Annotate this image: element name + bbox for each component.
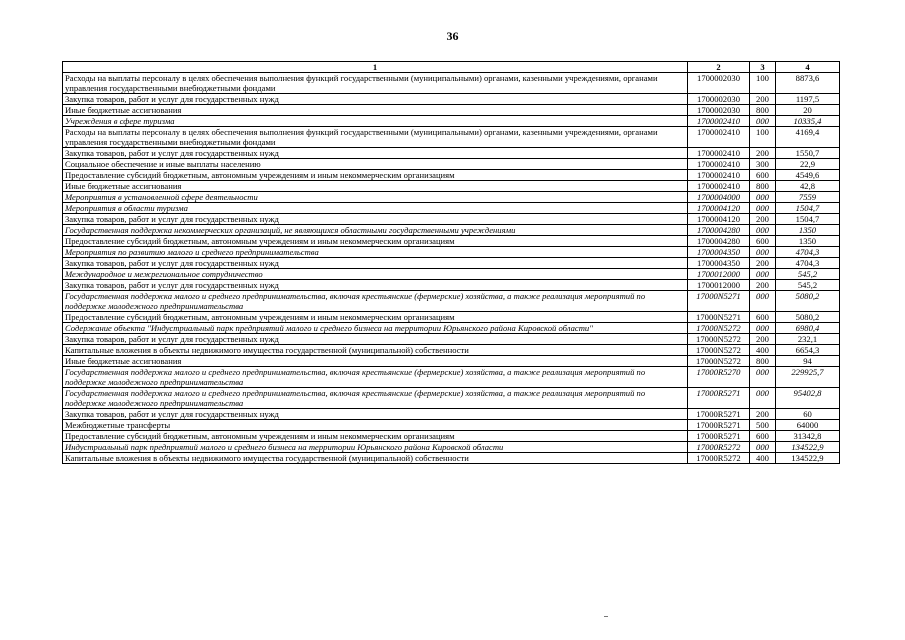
budget-table-body xyxy=(63,62,840,464)
table-row xyxy=(63,73,840,94)
item-name-cell: Мероприятия в установленной сфере деятельности xyxy=(63,192,688,203)
table-row xyxy=(63,409,840,420)
column-number-2: 2 xyxy=(688,62,750,73)
table-row xyxy=(63,170,840,181)
item-name-cell: Содержание объекта "Индустриальный парк предприятий малого и среднего бизнеса на территории Юрьянского района Кировской области" xyxy=(63,323,688,334)
item-name-cell: Закупка товаров, работ и услуг для государственных нужд xyxy=(63,94,688,105)
item-name-cell: Межбюджетные трансферты xyxy=(63,420,688,431)
target-code-cell: 17000N5271 xyxy=(688,291,750,312)
item-name-cell: Мероприятия в области туризма xyxy=(63,203,688,214)
expense-type-cell: 000 xyxy=(750,192,776,203)
target-code-cell: 1700004280 xyxy=(688,236,750,247)
table-row xyxy=(63,334,840,345)
expense-type-cell: 800 xyxy=(750,105,776,116)
item-name-cell: Государственная поддержка некоммерческих организаций, не являющихся областными государственными учреждениями xyxy=(63,225,688,236)
table-row xyxy=(63,105,840,116)
amount-cell: 232,1 xyxy=(776,334,840,345)
expense-type-cell: 200 xyxy=(750,94,776,105)
table-row xyxy=(63,312,840,323)
expense-type-cell: 000 xyxy=(750,442,776,453)
amount-cell: 1550,7 xyxy=(776,148,840,159)
expense-type-cell: 000 xyxy=(750,116,776,127)
amount-cell: 94 xyxy=(776,356,840,367)
item-name-cell: Закупка товаров, работ и услуг для государственных нужд xyxy=(63,280,688,291)
target-code-cell: 1700002410 xyxy=(688,127,750,148)
item-name-cell: Расходы на выплаты персоналу в целях обеспечения выполнения функций государственными (муниципальными) органами, казенными учреждениями, органами управления государственными внебюджетными фондами xyxy=(63,73,688,94)
expense-type-cell: 000 xyxy=(750,247,776,258)
amount-cell: 95402,8 xyxy=(776,388,840,409)
table-row xyxy=(63,203,840,214)
table-row xyxy=(63,148,840,159)
amount-cell: 20 xyxy=(776,105,840,116)
item-name-cell: Государственная поддержка малого и среднего предпринимательства, включая крестьянские (фермерские) хозяйства, а также реализация мероприятий по поддержке молодежного предпринимательства xyxy=(63,367,688,388)
expense-type-cell: 000 xyxy=(750,367,776,388)
expense-type-cell: 000 xyxy=(750,388,776,409)
target-code-cell: 1700004000 xyxy=(688,192,750,203)
target-code-cell: 17000N5272 xyxy=(688,356,750,367)
table-row xyxy=(63,181,840,192)
item-name-cell: Предоставление субсидий бюджетным, автономным учреждениям и иным некоммерческим организациям xyxy=(63,431,688,442)
target-code-cell: 17000N5272 xyxy=(688,323,750,334)
item-name-cell: Закупка товаров, работ и услуг для государственных нужд xyxy=(63,214,688,225)
item-name-cell: Предоставление субсидий бюджетным, автономным учреждениям и иным некоммерческим организациям xyxy=(63,312,688,323)
target-code-cell: 17000R5272 xyxy=(688,442,750,453)
item-name-cell: Индустриальный парк предприятий малого и среднего бизнеса на территории Юрьянского района Кировской области xyxy=(63,442,688,453)
target-code-cell: 17000R5272 xyxy=(688,453,750,464)
amount-cell: 64000 xyxy=(776,420,840,431)
item-name-cell: Международное и межрегиональное сотрудничество xyxy=(63,269,688,280)
table-row xyxy=(63,442,840,453)
expense-type-cell: 500 xyxy=(750,420,776,431)
amount-cell: 5080,2 xyxy=(776,312,840,323)
table-row xyxy=(63,116,840,127)
amount-cell: 5080,2 xyxy=(776,291,840,312)
scan-mark xyxy=(604,616,608,617)
column-number-3: 3 xyxy=(750,62,776,73)
expense-type-cell: 200 xyxy=(750,409,776,420)
table-row xyxy=(63,258,840,269)
expense-type-cell: 000 xyxy=(750,291,776,312)
target-code-cell: 17000R5271 xyxy=(688,388,750,409)
table-row xyxy=(63,269,840,280)
target-code-cell: 1700004120 xyxy=(688,203,750,214)
amount-cell: 4169,4 xyxy=(776,127,840,148)
target-code-cell: 1700002030 xyxy=(688,94,750,105)
amount-cell: 22,9 xyxy=(776,159,840,170)
amount-cell: 1350 xyxy=(776,225,840,236)
expense-type-cell: 100 xyxy=(750,73,776,94)
item-name-cell: Предоставление субсидий бюджетным, автономным учреждениям и иным некоммерческим организациям xyxy=(63,170,688,181)
expense-type-cell: 600 xyxy=(750,312,776,323)
table-row xyxy=(63,192,840,203)
target-code-cell: 17000N5271 xyxy=(688,312,750,323)
table-row xyxy=(63,431,840,442)
item-name-cell: Закупка товаров, работ и услуг для государственных нужд xyxy=(63,334,688,345)
item-name-cell: Иные бюджетные ассигнования xyxy=(63,356,688,367)
item-name-cell: Предоставление субсидий бюджетным, автономным учреждениям и иным некоммерческим организациям xyxy=(63,236,688,247)
expense-type-cell: 800 xyxy=(750,356,776,367)
expense-type-cell: 300 xyxy=(750,159,776,170)
amount-cell: 6980,4 xyxy=(776,323,840,334)
target-code-cell: 1700002410 xyxy=(688,116,750,127)
amount-cell: 1504,7 xyxy=(776,214,840,225)
target-code-cell: 1700002030 xyxy=(688,73,750,94)
expense-type-cell: 200 xyxy=(750,214,776,225)
expense-type-cell: 000 xyxy=(750,225,776,236)
page-number: 36 xyxy=(446,29,459,43)
amount-cell: 1350 xyxy=(776,236,840,247)
table-row xyxy=(63,453,840,464)
amount-cell: 8873,6 xyxy=(776,73,840,94)
target-code-cell: 1700012000 xyxy=(688,280,750,291)
amount-cell: 60 xyxy=(776,409,840,420)
table-row xyxy=(63,127,840,148)
table-row xyxy=(63,356,840,367)
amount-cell: 4704,3 xyxy=(776,258,840,269)
item-name-cell: Иные бюджетные ассигнования xyxy=(63,181,688,192)
item-name-cell: Капитальные вложения в объекты недвижимого имущества государственной (муниципальной) собственности xyxy=(63,453,688,464)
amount-cell: 134522,9 xyxy=(776,442,840,453)
expense-type-cell: 000 xyxy=(750,323,776,334)
item-name-cell: Государственная поддержка малого и среднего предпринимательства, включая крестьянские (фермерские) хозяйства, а также реализация мероприятий по поддержке молодежного предпринимательства xyxy=(63,388,688,409)
target-code-cell: 1700004350 xyxy=(688,258,750,269)
expense-type-cell: 000 xyxy=(750,269,776,280)
target-code-cell: 1700002030 xyxy=(688,105,750,116)
amount-cell: 10335,4 xyxy=(776,116,840,127)
column-number-4: 4 xyxy=(776,62,840,73)
column-number-row xyxy=(63,62,840,73)
expense-type-cell: 200 xyxy=(750,280,776,291)
expense-type-cell: 200 xyxy=(750,148,776,159)
amount-cell: 7559 xyxy=(776,192,840,203)
item-name-cell: Социальное обеспечение и иные выплаты населению xyxy=(63,159,688,170)
table-row xyxy=(63,367,840,388)
table-row xyxy=(63,388,840,409)
table-row xyxy=(63,420,840,431)
table-row xyxy=(63,159,840,170)
table-row xyxy=(63,94,840,105)
item-name-cell: Государственная поддержка малого и среднего предпринимательства, включая крестьянские (фермерские) хозяйства, а также реализация мероприятий по поддержке молодежного предпринимательства xyxy=(63,291,688,312)
target-code-cell: 1700002410 xyxy=(688,170,750,181)
item-name-cell: Закупка товаров, работ и услуг для государственных нужд xyxy=(63,258,688,269)
item-name-cell: Учреждения в сфере туризма xyxy=(63,116,688,127)
expense-type-cell: 400 xyxy=(750,345,776,356)
expense-type-cell: 200 xyxy=(750,258,776,269)
expense-type-cell: 200 xyxy=(750,334,776,345)
table-row xyxy=(63,247,840,258)
amount-cell: 31342,8 xyxy=(776,431,840,442)
target-code-cell: 17000R5271 xyxy=(688,409,750,420)
target-code-cell: 1700002410 xyxy=(688,159,750,170)
amount-cell: 4549,6 xyxy=(776,170,840,181)
target-code-cell: 1700004280 xyxy=(688,225,750,236)
amount-cell: 6654,3 xyxy=(776,345,840,356)
item-name-cell: Расходы на выплаты персоналу в целях обеспечения выполнения функций государственными (муниципальными) органами, казенными учреждениями, органами управления государственными внебюджетными фондами xyxy=(63,127,688,148)
item-name-cell: Капитальные вложения в объекты недвижимого имущества государственной (муниципальной) собственности xyxy=(63,345,688,356)
amount-cell: 545,2 xyxy=(776,280,840,291)
amount-cell: 545,2 xyxy=(776,269,840,280)
target-code-cell: 17000R5271 xyxy=(688,431,750,442)
amount-cell: 4704,3 xyxy=(776,247,840,258)
expense-type-cell: 600 xyxy=(750,236,776,247)
amount-cell: 134522,9 xyxy=(776,453,840,464)
target-code-cell: 17000N5272 xyxy=(688,345,750,356)
expense-type-cell: 800 xyxy=(750,181,776,192)
amount-cell: 229925,7 xyxy=(776,367,840,388)
target-code-cell: 1700002410 xyxy=(688,181,750,192)
table-row xyxy=(63,225,840,236)
expense-type-cell: 600 xyxy=(750,431,776,442)
item-name-cell: Закупка товаров, работ и услуг для государственных нужд xyxy=(63,409,688,420)
expense-type-cell: 600 xyxy=(750,170,776,181)
target-code-cell: 1700012000 xyxy=(688,269,750,280)
table-row xyxy=(63,291,840,312)
table-row xyxy=(63,323,840,334)
target-code-cell: 17000N5272 xyxy=(688,334,750,345)
table-row xyxy=(63,345,840,356)
target-code-cell: 17000R5271 xyxy=(688,420,750,431)
table-row xyxy=(63,280,840,291)
target-code-cell: 17000R5270 xyxy=(688,367,750,388)
item-name-cell: Закупка товаров, работ и услуг для государственных нужд xyxy=(63,148,688,159)
amount-cell: 1197,5 xyxy=(776,94,840,105)
expense-type-cell: 000 xyxy=(750,203,776,214)
amount-cell: 1504,7 xyxy=(776,203,840,214)
item-name-cell: Мероприятия по развитию малого и среднего предпринимательства xyxy=(63,247,688,258)
target-code-cell: 1700004120 xyxy=(688,214,750,225)
expense-type-cell: 100 xyxy=(750,127,776,148)
expense-type-cell: 400 xyxy=(750,453,776,464)
table-row xyxy=(63,236,840,247)
target-code-cell: 1700004350 xyxy=(688,247,750,258)
column-number-1: 1 xyxy=(63,62,688,73)
amount-cell: 42,8 xyxy=(776,181,840,192)
item-name-cell: Иные бюджетные ассигнования xyxy=(63,105,688,116)
target-code-cell: 1700002410 xyxy=(688,148,750,159)
table-row xyxy=(63,214,840,225)
budget-table xyxy=(62,61,840,464)
